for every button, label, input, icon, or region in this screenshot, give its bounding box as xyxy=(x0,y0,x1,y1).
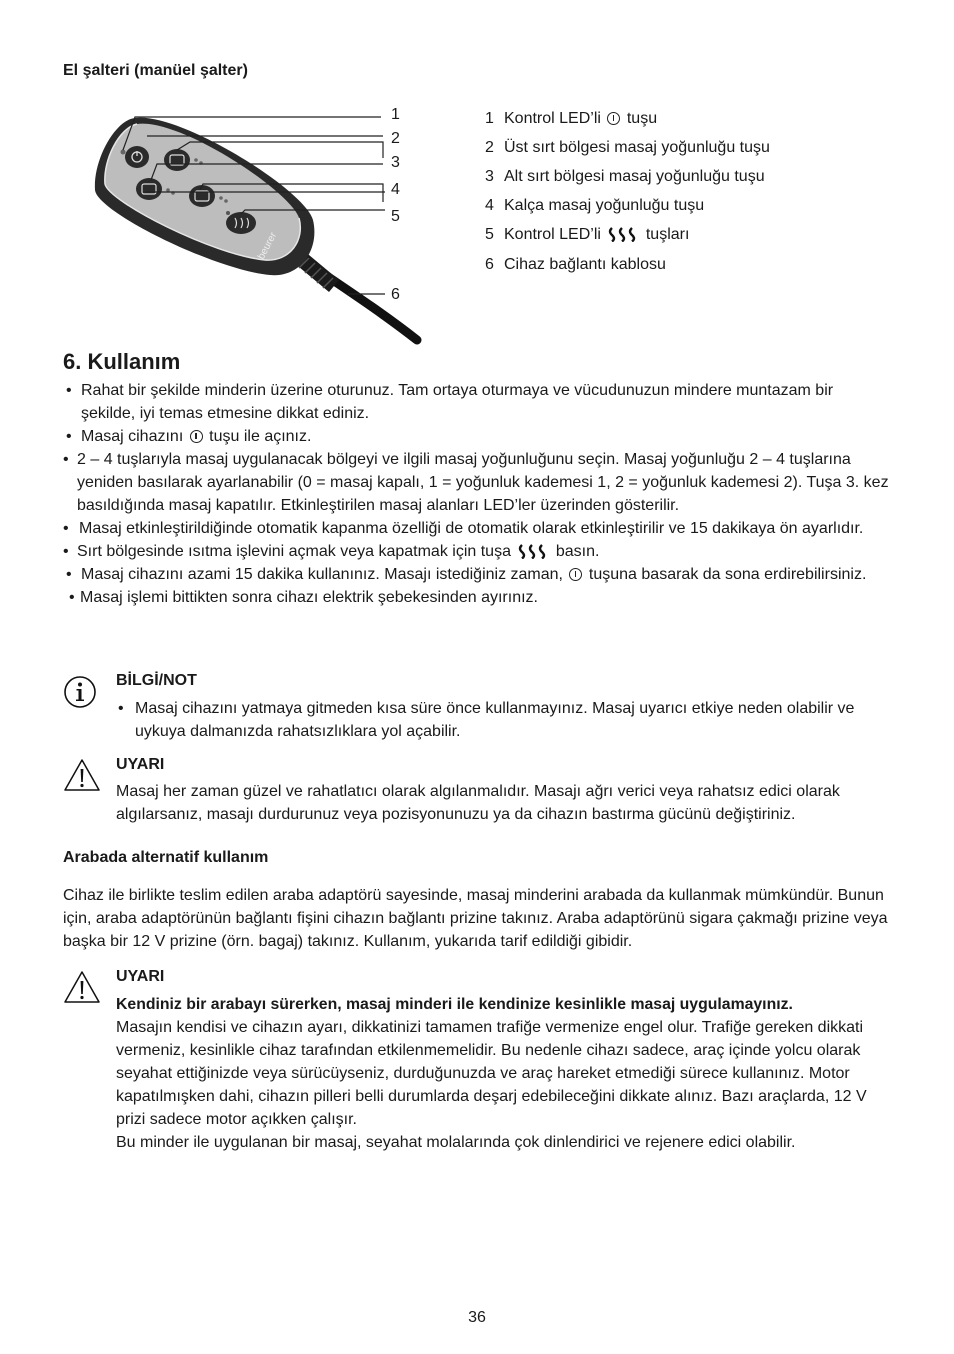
list-item-text: basın. xyxy=(555,543,600,560)
list-item-text: Sırt bölgesinde ısıtma işlevini açmak veya kapatmak için tuşa xyxy=(77,543,511,560)
legend-item xyxy=(485,225,689,245)
legend-number: 4 xyxy=(485,197,494,214)
list-item xyxy=(63,448,891,517)
heat-icon xyxy=(607,227,639,242)
warning-icon xyxy=(63,970,101,1004)
bullet-mark: • xyxy=(66,382,72,399)
info-icon xyxy=(63,675,97,709)
legend-text: Kalça masaj yoğunluğu tuşu xyxy=(504,197,705,214)
warning-bold-text: Kendiniz bir arabayı sürerken, masaj minderi ile kendinize kesinlikle masaj uygulamayınız. xyxy=(116,996,793,1013)
legend-number: 1 xyxy=(485,110,494,127)
legend-item xyxy=(485,138,770,158)
list-item-text: Masaj işlemi bittikten sonra cihazı elektrik şebekesinden ayırınız. xyxy=(80,589,538,606)
legend-text: Üst sırt bölgesi masaj yoğunluğu tuşu xyxy=(504,139,770,156)
legend-item xyxy=(485,255,666,275)
section-heading-usage: 6. Kullanım xyxy=(63,349,181,374)
warning-text: Masajın kendisi ve cihazın ayarı, dikkatinizi tamamen trafiğe vermenize engel olur. Trafiğe gereken dikkati vermeniz, kesinlikle cihaz tarafından etkilenmemelidir. Bu nedenle cihazı sadece, araç içinde yolcu olarak seyahat ettiğinizde veya sürücüyseniz, durduğunuzda ve araç hareket etmediği sürece kullanınız. Motor kapatılmışken dahi, cihazın pilleri belli durumlarda deşarj edebileceğini dikkate alınız. Bazı araçlarda, 12 V prizi sadece motor açıkken çalışır. xyxy=(116,1019,867,1128)
list-item xyxy=(63,379,891,425)
list-item-text: Masaj etkinleştirildiğinde otomatik kapanma özelliği de otomatik olarak etkinleştirilir ve 15 dakikaya ön ayarlıdır. xyxy=(79,520,864,537)
legend-text: tuşları xyxy=(645,226,690,243)
info-note-title: BİLGİ/NOT xyxy=(116,672,197,689)
warning-body xyxy=(116,993,890,1154)
bullet-mark: • xyxy=(118,700,124,717)
warning-text: Masaj her zaman güzel ve rahatlatıcı olarak algılanmalıdır. Masajı ağrı verici veya rahatsız edici olarak algılarsanız, masajı durdurunuz veya pozisyonunuzu ya da cihazın bastırma gücünü değiştiriniz. xyxy=(116,783,840,823)
list-item-text: Masaj cihazını azami 15 dakika kullanınız. Masajı istediğiniz zaman, xyxy=(81,566,563,583)
remote-control-illustration xyxy=(85,100,425,345)
legend-number: 6 xyxy=(485,256,494,273)
callout-number: 4 xyxy=(391,181,400,198)
legend-text: Cihaz bağlantı kablosu xyxy=(504,256,666,273)
legend-text: tuşu xyxy=(626,110,658,127)
legend-number: 2 xyxy=(485,139,494,156)
legend-text: Kontrol LED’li xyxy=(504,110,601,127)
usage-bullet-list xyxy=(63,379,891,609)
warning-icon xyxy=(63,758,101,792)
bullet-mark: • xyxy=(66,428,72,445)
legend-text: Kontrol LED’li xyxy=(504,226,601,243)
bullet-mark: • xyxy=(63,543,69,560)
warning-title: UYARI xyxy=(116,756,165,773)
legend-number: 5 xyxy=(485,226,494,243)
legend-number: 3 xyxy=(485,168,494,185)
callout-number: 6 xyxy=(391,286,400,303)
legend-item xyxy=(485,196,704,216)
info-note-text: Masaj cihazını yatmaya gitmeden kısa süre önce kullanmayınız. Masaj uyarıcı etkiye neden olabilir ve uykuya dalmanızda rahatsızlıklara yol açabilir. xyxy=(135,700,855,740)
bullet-mark: • xyxy=(63,451,69,468)
power-icon xyxy=(607,112,620,125)
list-item-text: Masaj cihazını xyxy=(81,428,184,445)
list-item xyxy=(63,563,891,586)
list-item-text: tuşu ile açınız. xyxy=(209,428,312,445)
list-item xyxy=(63,586,891,609)
device-brand-logo: beurer xyxy=(255,230,280,262)
page-number: 36 xyxy=(468,1309,486,1326)
info-note-body xyxy=(116,697,871,743)
callout-number: 2 xyxy=(391,130,400,147)
legend-item xyxy=(485,167,765,187)
warning-title: UYARI xyxy=(116,968,165,985)
heat-icon xyxy=(517,544,549,559)
legend-item xyxy=(485,109,657,129)
list-item-text: Rahat bir şekilde minderin üzerine oturunuz. Tam ortaya oturmaya ve vücudunuzun mindere muntazam bir şekilde, iyi temas etmesine dikkat ediniz. xyxy=(81,382,834,422)
power-icon xyxy=(569,568,582,581)
list-item-text: tuşuna basarak da sona erdirebilirsiniz. xyxy=(588,566,867,583)
bullet-mark: • xyxy=(63,520,69,537)
section-heading-car-usage: Arabada alternatif kullanım xyxy=(63,849,269,866)
bullet-mark: • xyxy=(66,566,72,583)
car-usage-text: Cihaz ile birlikte teslim edilen araba adaptörü sayesinde, masaj minderini arabada da kullanmak mümkündür. Bunun için, araba adaptörünün bağlantı fişini cihazın bağlantı prizine takınız. Araba adaptörünü sigara çakmağı prizine veya başka bir 12 V prizine (örn. bagaj) takınız. Kullanım, yukarıda tarif edildiği gibidir. xyxy=(63,887,888,950)
list-item xyxy=(63,540,891,563)
power-icon xyxy=(190,430,203,443)
callout-number: 1 xyxy=(391,106,400,123)
callout-number: 5 xyxy=(391,208,400,225)
bullet-mark: • xyxy=(69,589,75,606)
section-title-handset: El şalteri (manüel şalter) xyxy=(63,62,248,79)
legend-text: Alt sırt bölgesi masaj yoğunluğu tuşu xyxy=(504,168,765,185)
list-item xyxy=(63,517,891,540)
list-item-text: 2 – 4 tuşlarıyla masaj uygulanacak bölgeyi ve ilgili masaj yoğunluğunu seçin. Masaj yoğunluğu 2 – 4 tuşlarına yeniden basılarak ayarlanabilir (0 = masaj kapalı, 1 = yoğunluk kademesi 1, 2 = yoğunluk kademesi 2). Tuşa 3. kez basıldığında masaj kapatılır. Etkinleştirilen masaj alanları LED’ler üzerinden gösterilir. xyxy=(77,451,889,514)
warning-closing-text: Bu minder ile uygulanan bir masaj, seyahat molalarında çok dinlendirici ve rejenere edici olabilir. xyxy=(116,1134,796,1151)
callout-number: 3 xyxy=(391,154,400,171)
list-item xyxy=(63,425,891,448)
